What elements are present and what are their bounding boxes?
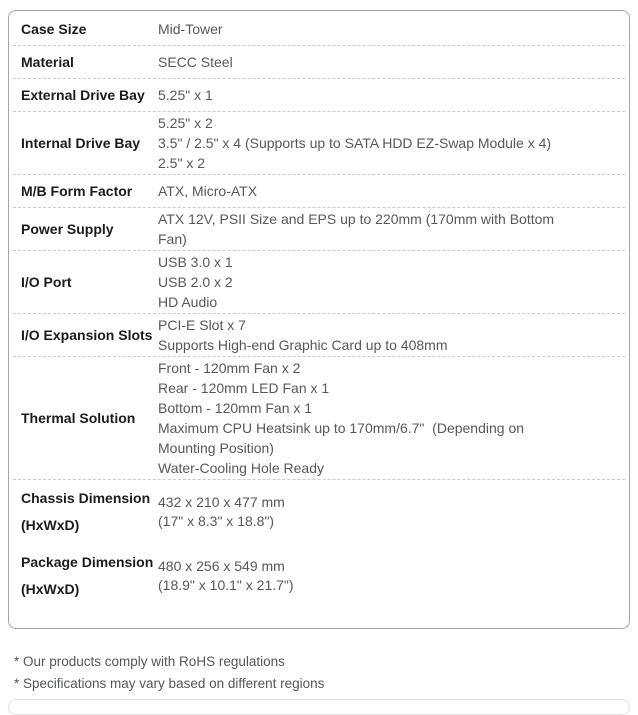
spec-value-line: Mid-Tower [158,21,223,37]
spec-label: Material [21,54,74,70]
spec-value-line: HD Audio [158,294,218,310]
spec-value-line: Mounting Position) [158,440,274,456]
spec-value-line: Supports High-end Graphic Card up to 408mm [158,337,448,353]
spec-value [158,181,619,201]
spec-value-line: 432 x 210 x 477 mm [158,494,285,510]
spec-value-line: Fan) [158,231,187,247]
spec-value [158,52,619,72]
spec-value-line: 3.5" / 2.5" x 4 (Supports up to SATA HDD EZ-Swap Module x 4) [158,135,552,151]
spec-value-line: (18.9" x 10.1" x 21.7") [158,577,294,593]
spec-value-line: 5.25" x 2 [158,115,213,131]
spec-value [158,490,619,531]
spec-row-case-size [13,13,625,46]
spec-value-line: Rear - 120mm LED Fan x 1 [158,380,330,396]
spec-label-line: Chassis Dimension [21,490,151,506]
spec-value-line: 2.5" x 2 [158,155,205,171]
spec-value-line: 5.25" x 1 [158,87,213,103]
spec-value-line: SECC Steel [158,54,233,70]
spec-value-line: ATX, Micro-ATX [158,183,258,199]
spec-label: Thermal Solution [21,410,136,426]
spec-row-material [13,46,625,79]
footnotes [14,651,324,695]
spec-row-io-expansion-slots [13,314,625,357]
spec-label-line: (HxWxD) [21,581,80,597]
next-section-box-edge [8,699,630,715]
spec-row-io-port [13,251,625,314]
spec-label [21,490,158,534]
spec-label-line: (HxWxD) [21,517,80,533]
spec-value-line: Water-Cooling Hole Ready [158,460,324,476]
spec-label: I/O Expansion Slots [21,327,153,343]
spec-label-line: Package Dimension [21,554,154,570]
spec-value-line: PCI-E Slot x 7 [158,317,246,333]
spec-value-line: USB 2.0 x 2 [158,274,233,290]
spec-row-external-drive-bay [13,79,625,112]
spec-label: Case Size [21,21,87,37]
spec-label: I/O Port [21,274,72,290]
spec-value-line: Maximum CPU Heatsink up to 170mm/6.7" (Depending on [158,420,525,436]
spec-value-line: Front - 120mm Fan x 2 [158,360,301,376]
spec-value [158,358,619,478]
spec-row-internal-drive-bay [13,112,625,175]
spec-label: External Drive Bay [21,87,145,103]
footnote-rohs: * Our products comply with RoHS regulations [14,654,285,669]
spec-table [8,10,630,629]
spec-value-line: USB 3.0 x 1 [158,254,233,270]
spec-label: M/B Form Factor [21,183,133,199]
spec-value [158,554,619,595]
spec-value-line: Bottom - 120mm Fan x 1 [158,400,313,416]
spec-value [158,85,619,105]
spec-row-chassis-dimension [13,480,625,540]
spec-value [158,252,619,312]
spec-row-package-dimension [13,540,625,626]
footnote-regions: * Specifications may vary based on different regions [14,676,325,691]
spec-label [21,554,158,598]
spec-value [158,315,619,355]
spec-row-thermal-solution [13,357,625,480]
spec-row-mb-form-factor [13,175,625,208]
spec-value [158,19,619,39]
spec-value-line: ATX 12V, PSII Size and EPS up to 220mm (170mm with Bottom [158,211,555,227]
spec-value-line: 480 x 256 x 549 mm [158,558,285,574]
spec-value-line: (17" x 8.3" x 18.8") [158,513,275,529]
spec-label: Power Supply [21,221,114,237]
spec-row-power-supply [13,208,625,251]
spec-label: Internal Drive Bay [21,135,141,151]
spec-value [158,113,619,173]
spec-value [158,209,619,249]
